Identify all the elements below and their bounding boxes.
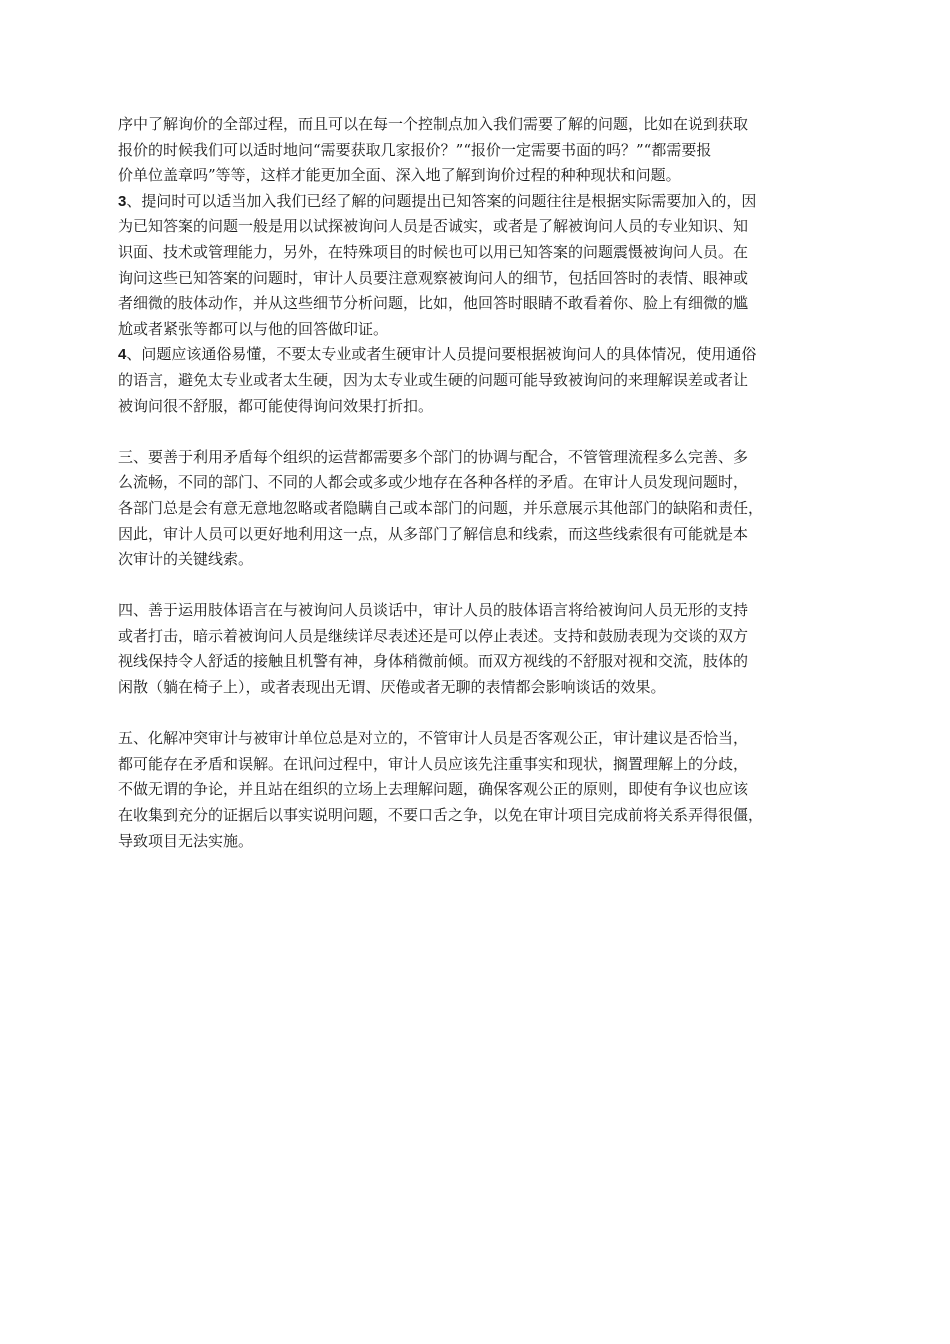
text-line: 价单位盖章吗”等等，这样才能更加全面、深入地了解到询价过程的种种现状和问题。 <box>118 166 681 185</box>
text-line: 因此，审计人员可以更好地利用这一点，从多部门了解信息和线索，而这些线索很有可能就是本 <box>118 524 749 543</box>
text-line-content: 、问题应该通俗易懂，不要太专业或者生硬审计人员提问要根据被询问人的具体情况，使用通俗 <box>126 345 757 364</box>
paragraph-point-4 <box>118 342 858 419</box>
text-line: 为已知答案的问题一般是用以试探被询问人员是否诚实，或者是了解被询问人员的专业知识、知 <box>118 217 749 236</box>
text-line: 尬或者紧张等都可以与他的回答做印证。 <box>118 319 389 338</box>
text-line <box>118 342 858 368</box>
paragraph-section-4 <box>118 598 858 700</box>
paragraph-section-5 <box>118 726 858 854</box>
paragraph-spacer <box>118 573 858 599</box>
point-number: 3 <box>118 192 127 210</box>
text-line: 导致项目无法实施。 <box>118 831 254 850</box>
paragraph-intro-continued <box>118 112 858 189</box>
paragraph-spacer <box>118 701 858 727</box>
text-line: 被询问很不舒服，都可能使得询问效果打折扣。 <box>118 396 434 415</box>
point-number: 4 <box>118 346 127 364</box>
text-line: 么流畅，不同的部门、不同的人都会或多或少地存在各种各样的矛盾。在审计人员发现问题时， <box>118 473 749 492</box>
text-line: 不做无谓的争论，并且站在组织的立场上去理解问题，确保客观公正的原则，即使有争议也应该 <box>118 780 749 799</box>
text-line: 次审计的关键线索。 <box>118 550 254 569</box>
text-line: 询问这些已知答案的问题时，审计人员要注意观察被询问人的细节，包括回答时的表情、眼神或 <box>118 268 749 287</box>
text-line: 序中了解询价的全部过程，而且可以在每一个控制点加入我们需要了解的问题，比如在说到获取 <box>118 115 749 133</box>
text-line: 四、善于运用肢体语言在与被询问人员谈话中，审计人员的肢体语言将给被询问人员无形的支持 <box>118 601 749 620</box>
text-line: 视线保持令人舒适的接触且机警有神，身体稍微前倾。而双方视线的不舒服对视和交流，肢体的 <box>118 652 749 671</box>
text-line: 都可能存在矛盾和误解。在讯问过程中，审计人员应该先注重事实和现状，搁置理解上的分歧， <box>118 754 749 773</box>
text-line: 或者打击，暗示着被询问人员是继续详尽表述还是可以停止表述。支持和鼓励表现为交谈的双方 <box>118 626 749 645</box>
text-line-content: 、提问时可以适当加入我们已经了解的问题提出已知答案的问题往往是根据实际需要加入的，因 <box>126 191 757 210</box>
text-line: 五、化解冲突审计与被审计单位总是对立的，不管审计人员是否客观公正，审计建议是否恰当， <box>118 729 749 748</box>
text-line: 者细微的肢体动作，并从这些细节分析问题，比如，他回答时眼睛不敢看着你、脸上有细微的尴 <box>118 294 749 313</box>
text-line: 在收集到充分的证据后以事实说明问题，不要口舌之争，以免在审计项目完成前将关系弄得很僵， <box>118 806 764 825</box>
paragraph-spacer <box>118 419 858 445</box>
paragraph-point-3 <box>118 189 858 343</box>
text-line: 识面、技术或管理能力，另外，在特殊项目的时候也可以用已知答案的问题震慑被询问人员。在 <box>118 242 749 261</box>
paragraph-section-3 <box>118 445 858 573</box>
text-line: 三、要善于利用矛盾每个组织的运营都需要多个部门的协调与配合，不管管理流程多么完善、多 <box>118 447 749 466</box>
text-line: 各部门总是会有意无意地忽略或者隐瞒自己或本部门的问题，并乐意展示其他部门的缺陷和责任， <box>118 498 764 517</box>
text-line: 的语言，避免太专业或者太生硬，因为太专业或生硬的问题可能导致被询问的来理解误差或者让 <box>118 370 749 389</box>
text-line: 闲散（躺在椅子上），或者表现出无谓、厌倦或者无聊的表情都会影响谈话的效果。 <box>118 678 666 697</box>
text-line: 报价的时候我们可以适时地问“需要获取几家报价？”“报价一定需要书面的吗？”“都需要报 <box>118 140 712 159</box>
document-page <box>118 112 858 854</box>
text-line <box>118 189 858 215</box>
